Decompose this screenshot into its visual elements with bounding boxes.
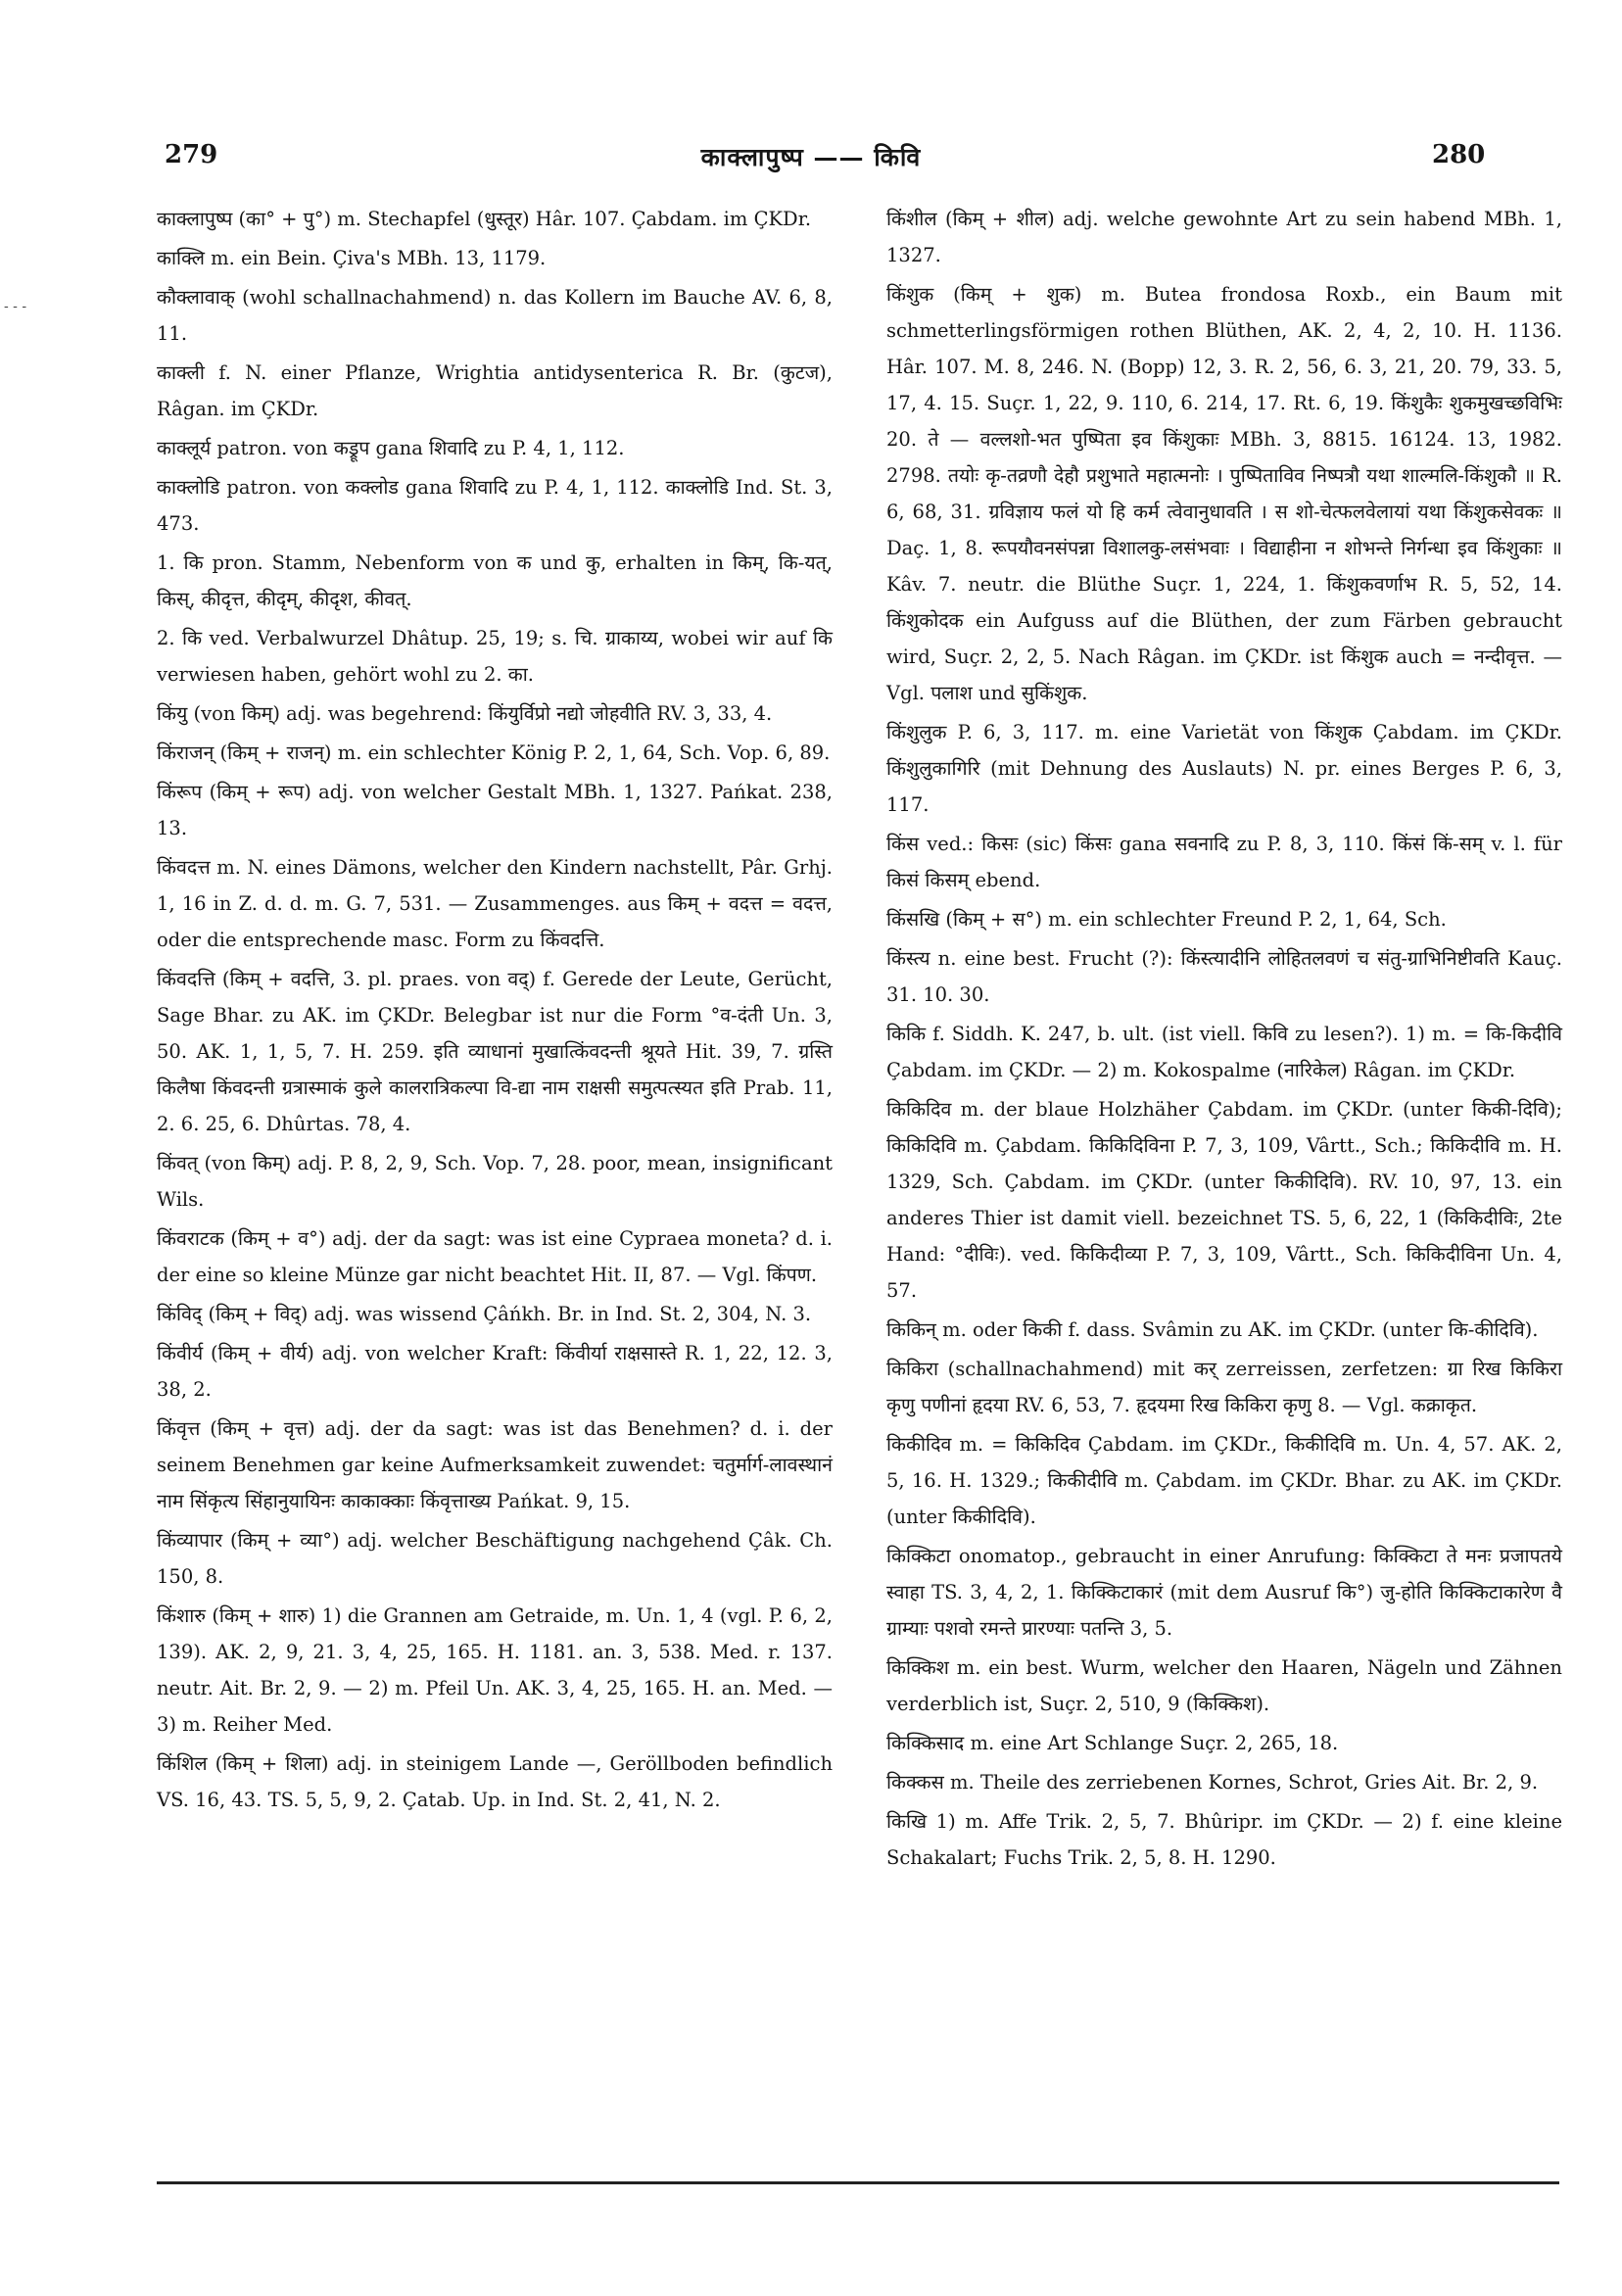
entry: किंव्यापार (किम् + व्या°) adj. welcher Beschäftigung nachgehend Çâk. Ch. 150, 8.: [157, 1529, 833, 1588]
entry: किंरूप (किम् + रूप) adj. von welcher Gestalt MBh. 1, 1327. Pańkat. 238, 13.: [157, 781, 833, 839]
footer-rule: [157, 2181, 1559, 2184]
entry: किक्कस m. Theile des zerriebenen Kornes, Schrot, Gries Ait. Br. 2, 9.: [886, 1771, 1539, 1794]
entry: किंवराटक (किम् + व°) adj. der da sagt: was ist eine Cypraea moneta? d. i. der eine so kleine Münze gar nicht beachtet Hit. II, 87. — Vgl. किंपण.: [157, 1227, 833, 1286]
entry: काक्लूर्य patron. von कड्रूप gana शिवादि zu P. 4, 1, 112.: [157, 437, 625, 459]
entry: किक्किटा onomatop., gebraucht in einer Anrufung: किक्किटा ते मनः प्रजापतये स्वाहा TS. 3, 4, 2, 1. किक्किटाकारं (mit dem Ausruf कि°) जु-होति किक्किटाकारेण वै ग्राम्याः पशवो रमन्ते प्रारण्याः पतन्ति 3, 5.: [886, 1545, 1562, 1640]
entry: किंशिल (किम् + शिला) adj. in steinigem Lande —, Geröllboden befindlich VS. 16, 43. TS. 5, 5, 9, 2. Çatab. Up. in Ind. St. 2, 41, N. 2.: [157, 1752, 833, 1811]
entry: किकिन् m. oder किकी f. dass. Svâmin zu AK. im ÇKDr. (unter कि-कीदिवि).: [886, 1318, 1539, 1341]
entry: किंवत् (von किम्) adj. P. 8, 2, 9, Sch. Vop. 7, 28. poor, mean, insignificant Wils.: [157, 1152, 833, 1211]
entry: 1. कि pron. Stamm, Nebenform von क und कु, erhalten in किम्, कि-यत्, किस्, कीदृत्त, कीदृम्, कीदृश, कीवत्.: [157, 551, 833, 610]
entry: किंशील (किम् + शील) adj. welche gewohnte Art zu sein habend MBh. 1, 1327.: [886, 208, 1562, 266]
entry: कौक्लावाक् (wohl schallnachahmend) n. das Kollern im Bauche AV. 6, 8, 11.: [157, 286, 833, 345]
entry: किंस्त्य n. eine best. Frucht (?): किंस्त्यादीनि लोहितलवणं च संतु-ग्राभिनिष्टीवति Kauç. 31. 10. 30.: [886, 947, 1562, 1006]
entry: काक्लि m. ein Bein. Çiva's MBh. 13, 1179.: [157, 247, 547, 269]
entry: किंवदत्त m. N. eines Dämons, welcher den Kindern nachstellt, Pâr. Grhj. 1, 16 in Z. d. d. m. G. 7, 531. — Zusammenges. aus किम् + वदत्त = वदत्त, oder die entsprechende masc. Form zu किंवदत्ति.: [157, 856, 833, 951]
entry: किंवृत्त (किम् + वृत्त) adj. der da sagt: was ist das Benehmen? d. i. der seinem Benehmen gar keine Aufmerksamkeit zuwendet: चतुर्मार्ग-लावस्थानं नाम सिंकृत्य सिंहानुयायिनः काकाक्काः किंवृत्ताख्य Pańkat. 9, 15.: [157, 1417, 833, 1512]
entry: किक्किसाद m. eine Art Schlange Suçr. 2, 265, 18.: [886, 1732, 1339, 1754]
entry: किंशारु (किम् + शारु) 1) die Grannen am Getraide, m. Un. 1, 4 (vgl. P. 6, 2, 139). AK. 2, 9, 21. 3, 4, 25, 165. H. 1181. an. 3, 538. Med. r. 137. neutr. Ait. Br. 2, 9. — 2) m. Pfeil Un. AK. 3, 4, 25, 165. H. an. Med. — 3) m. Reiher Med.: [157, 1604, 833, 1736]
entry: काक्लापुष्प (का° + पु°) m. Stechapfel (धुस्तूर) Hâr. 107. Çabdam. im ÇKDr.: [157, 208, 812, 230]
margin-mark: - - -: [4, 299, 27, 314]
right-column: [886, 201, 1562, 1879]
entry: काक्ली f. N. einer Pflanze, Wrightia antidysenterica R. Br. (कुटज), Râgan. im ÇKDr.: [157, 361, 833, 420]
entry: किकिरा (schallnachahmend) mit कर् zerreissen, zerfetzen: ग्रा रिख किकिरा कृणु पणीनां हृदया RV. 6, 53, 7. हृदयमा रिख किकिरा कृणु 8. — Vgl. कक्राकृत.: [886, 1358, 1562, 1416]
entry: किकि f. Siddh. K. 247, b. ult. (ist viell. किवि zu lesen?). 1) m. = कि-किदीवि Çabdam. im ÇKDr. — 2) m. Kokospalme (नारिकेल) Râgan. im ÇKDr.: [886, 1023, 1562, 1081]
entry: किकीदिव m. = किकिदिव Çabdam. im ÇKDr., किकीदिवि m. Un. 4, 57. AK. 2, 5, 16. H. 1329.; किकीदीवि m. Çabdam. im ÇKDr. Bhar. zu AK. im ÇKDr. (unter किकीदिवि).: [886, 1433, 1562, 1528]
page-number-right: 280: [1432, 140, 1486, 169]
left-column: [157, 201, 833, 1821]
entry: किंविद् (किम् + विद्) adj. was wissend Çâńkh. Br. in Ind. St. 2, 304, N. 3.: [157, 1303, 812, 1325]
entry: किंवदत्ति (किम् + वदत्ति, 3. pl. praes. von वद्) f. Gerede der Leute, Gerücht, Sage Bhar. zu AK. im ÇKDr. Belegbar ist nur die Form °व-दंती Un. 3, 50. AK. 1, 1, 5, 7. H. 259. इति व्याधानां मुखात्किंवदन्ती श्रूयते Hit. 39, 7. ग्रस्ति किलैषा किंवदन्ती ग्रत्रास्माकं कुले कालरात्रिकल्पा वि-द्या नाम राक्षसी समुत्पत्स्यत इति Prab. 11, 2. 6. 25, 6. Dhûrtas. 78, 4.: [157, 968, 833, 1135]
entry: किंसखि (किम् + स°) m. ein schlechter Freund P. 2, 1, 64, Sch.: [886, 908, 1447, 931]
entry: किंयु (von किम्) adj. was begehrend: किंयुर्विप्रो नद्यो जोहवीति RV. 3, 33, 4.: [157, 702, 773, 725]
page-number-left: 279: [165, 140, 218, 169]
running-title: काक्लापुष्प —— किवि: [700, 143, 922, 171]
entry: किंराजन् (किम् + राजन्) m. ein schlechter König P. 2, 1, 64, Sch. Vop. 6, 89.: [157, 741, 831, 764]
entry: 2. कि ved. Verbalwurzel Dhâtup. 25, 19; s. चि. ग्राकाय्य, wobei wir auf कि verwiesen haben, gehört wohl zu 2. का.: [157, 627, 833, 686]
entry: किंशुक (किम् + शुक) m. Butea frondosa Roxb., ein Baum mit schmetterlingsförmigen rothen Blüthen, AK. 2, 4, 2, 10. H. 1136. Hâr. 107. M. 8, 246. N. (Bopp) 12, 3. R. 2, 56, 6. 3, 21, 20. 79, 33. 5, 17, 4. 15. Suçr. 1, 22, 9. 110, 6. 214, 17. Rt. 6, 19. किंशुकैः शुकमुखच्छविभिः 20. ते — वल्लशो-भत पुष्पिता इव किंशुकाः MBh. 3, 8815. 16124. 13, 1982. 2798. तयोः कृ-तव्रणौ देहौ प्रशुभाते महात्मनोः । पुष्पिताविव निष्पत्रौ यथा शाल्मलि-किंशुकौ ॥ R. 6, 68, 31. ग्रविज्ञाय फलं यो हि कर्म त्वेवानुधावति । स शो-चेत्फलवेलायां यथा किंशुकसेवकः ॥ Daç. 1, 8. रूपयौवनसंपन्ना विशालकु-लसंभवाः । विद्याहीना न शोभन्ते निर्गन्धा इव किंशुकाः ॥ Kâv. 7. neutr. die Blüthe Suçr. 1, 224, 1. किंशुकवर्णाभ R. 5, 52, 14. किंशुकोदक ein Aufguss auf die Blüthen, der zum Färben gebraucht wird, Suçr. 2, 2, 5. Nach Râgan. im ÇKDr. ist किंशुक auch = नन्दीवृत्त. — Vgl. पलाश und सुकिंशुक.: [886, 283, 1562, 704]
entry: किकिदिव m. der blaue Holzhäher Çabdam. im ÇKDr. (unter किकी-दिवि); किकिदिवि m. Çabdam. किकिदिविना P. 7, 3, 109, Vârtt., Sch.; किकिदीवि m. H. 1329, Sch. Çabdam. im ÇKDr. (unter किकीदिवि). RV. 10, 97, 13. ein anderes Thier ist damit viell. bezeichnet TS. 5, 6, 22, 1 (किकिदीविः, 2te Hand: °दीविः). ved. किकिदीव्या P. 7, 3, 109, Vârtt., Sch. किकिदीविना Un. 4, 57.: [886, 1098, 1562, 1302]
entry: किंशुलुक P. 6, 3, 117. m. eine Varietät von किंशुक Çabdam. im ÇKDr. किंशुलुकागिरि (mit Dehnung des Auslauts) N. pr. eines Berges P. 6, 3, 117.: [886, 721, 1562, 816]
entry: किंवीर्य (किम् + वीर्य) adj. von welcher Kraft: किंवीर्या राक्षसास्ते R. 1, 22, 12. 3, 38, 2.: [157, 1342, 833, 1401]
entry: काक्लोडि patron. von कक्लोड gana शिवादि zu P. 4, 1, 112. काक्लोडि Ind. St. 3, 473.: [157, 476, 833, 535]
entry: किंस ved.: किसः (sic) किंसः gana सवनादि zu P. 8, 3, 110. किंसं किं-सम् v. l. für किसं किसम् ebend.: [886, 833, 1562, 891]
entry: किक्किश m. ein best. Wurm, welcher den Haaren, Nägeln und Zähnen verderblich ist, Suçr. 2, 510, 9 (किक्किश).: [886, 1656, 1562, 1715]
entry: किखि 1) m. Affe Trik. 2, 5, 7. Bhûripr. im ÇKDr. — 2) f. eine kleine Schakalart; Fuchs Trik. 2, 5, 8. H. 1290.: [886, 1810, 1562, 1869]
